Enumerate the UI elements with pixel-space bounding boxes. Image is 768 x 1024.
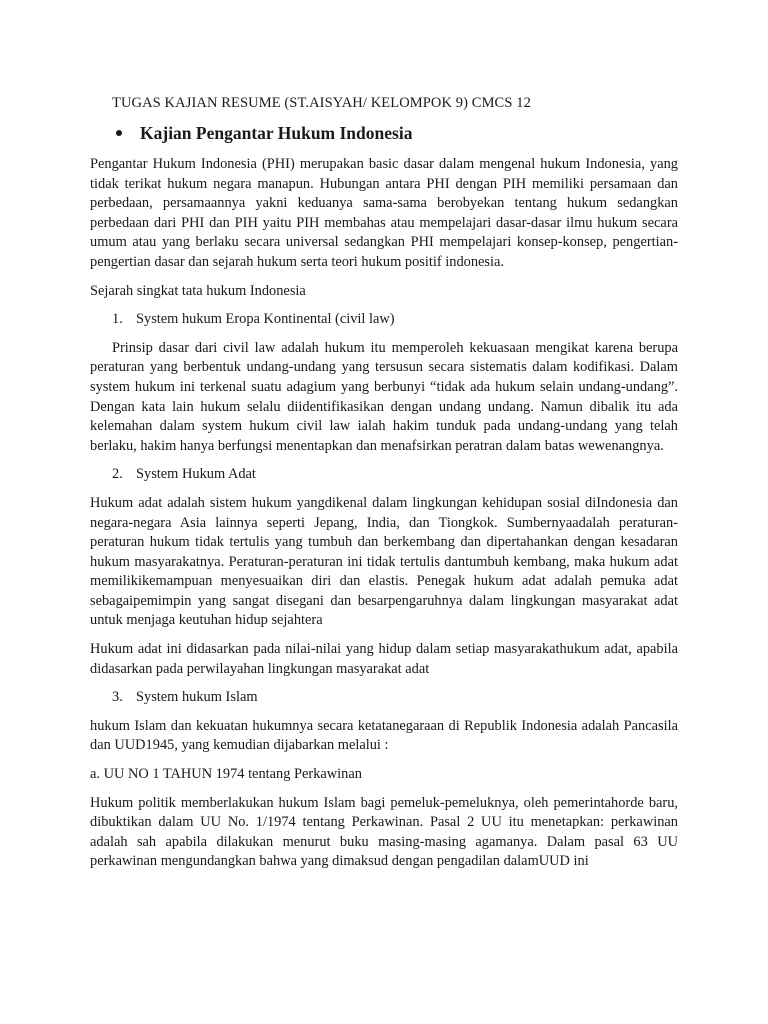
closing-paragraph: Hukum politik memberlakukan hukum Islam bagi pemeluk-pemeluknya, oleh pemerintahorde baru, dibuktikan dalam UU No. 1/1974 tentang Perkawinan. Pasal 2 UU itu menetapkan: perkawinan adalah sah apabila dilakukan menurut buku masing-masing agamanya. Dalam pasal 63 UU perkawinan mengundangkan bahwa yang dimaksud dengan pengadilan dalamUUD ini (90, 794, 678, 870)
list-item-hukum-islam (112, 688, 678, 708)
hukum-adat-paragraph-2: Hukum adat ini didasarkan pada nilai-nilai yang hidup dalam setiap masyarakathukum adat, apabila didasarkan pada perwilayahan lingkungan masyarakat adat (90, 641, 678, 677)
section-heading (112, 121, 678, 145)
list-item-civil-law (112, 310, 678, 330)
list-item-title: System hukum Islam (136, 689, 258, 706)
intro-paragraph: Pengantar Hukum Indonesia (PHI) merupakan basic dasar dalam mengenal hukum Indonesia, yang tidak terikat hukum negara manapun. Hubungan antara PHI dengan PIH memiliki persamaan dan perbedaan, persamaannya yakni keduanya sama-sama berobyekan tentang hukum sedangkan perbedaan dari PHI dan PIH yaitu PIH membahas atau mempelajari dasar-dasar ilmu hukum secara umum atau yang berlaku secara universal sedangkan PHI mempelajari konsep-konsep, pengertian-pengertian dasar dan sejarah hukum serta teori hukum positif indonesia. (90, 156, 678, 270)
list-item-hukum-adat (112, 465, 678, 485)
sub-item-a: a. UU NO 1 TAHUN 1974 tentang Perkawinan (90, 766, 362, 783)
civil-law-paragraph: Prinsip dasar dari civil law adalah hukum itu memperoleh kekuasaan mengikat karena berupa peraturan yang berbentuk undang-undang yang tersusun secara sistematis dalam kodifikasi. Dalam system hukum ini terkenal suatu adagium yang berbunyi “tidak ada hukum selain undang-undang”. Dengan kata lain hukum selalu diidentifikasikan dengan undang undang. Namun dibalik itu ada kelemahan dalam system hukum civil law ialah hakim tunduk pada undang-undang yang telah berlaku, hakim hanya berfungsi menentapkan dan menafsirkan peratran dalam batas wewenangnya. (90, 339, 678, 454)
hukum-islam-paragraph: hukum Islam dan kekuatan hukumnya secara ketatanegaraan di Republik Indonesia adalah Pancasila dan UUD1945, yang kemudian dijabarkan melalui : (90, 717, 678, 754)
list-item-title: System hukum Eropa Kontinental (civil law) (136, 311, 395, 328)
list-item-number: 2. (112, 466, 123, 483)
list-item-number: 3. (112, 689, 123, 706)
hukum-adat-paragraph: Hukum adat adalah sistem hukum yangdikenal dalam lingkungan kehidupan sosial diIndonesia dan negara-negara Asia lainnya seperti Jepang, India, dan Tiongkok. Sumbernyaadalah peraturan-peraturan hukum tidak tertulis yang tumbuh dan berkembang dan dipertahankan dengan kesadaran hukum masyarakatnya. Peraturan-peraturan ini tidak tertulis dantumbuh kembang, maka hukum adat memilikikemampuan menyesuaikan diri dan elastis. Penegak hukum adat adalah pemuka adat sebagaipemimpin yang sangat disegani dan besarpengaruhnya dalam lingkungan masyarakat adat untuk menjaga keutuhan hidup sejahtera (90, 494, 678, 629)
section-heading-text: Kajian Pengantar Hukum Indonesia (140, 123, 413, 143)
list-item-number: 1. (112, 311, 123, 328)
history-label: Sejarah singkat tata hukum Indonesia (90, 282, 306, 299)
document-title: TUGAS KAJIAN RESUME (ST.AISYAH/ KELOMPOK 9) CMCS 12 (112, 95, 531, 111)
list-item-title: System Hukum Adat (136, 466, 256, 483)
document-page (90, 93, 678, 881)
bullet-icon (116, 130, 122, 136)
